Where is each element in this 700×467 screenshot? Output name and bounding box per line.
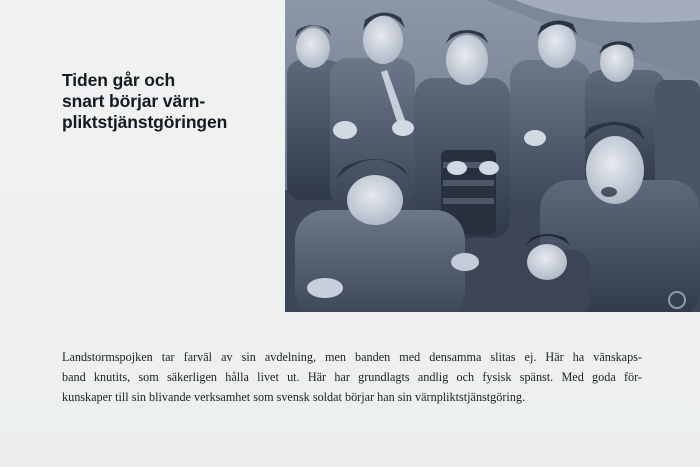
- caption-line: band knutits, som säkerligen hålla livet ut. Här har grundlagts andlig och fysisk spänst. Med goda för-: [62, 370, 642, 384]
- headline-line: snart börjar värn-: [62, 91, 206, 111]
- soldiers-photo: [285, 0, 700, 312]
- headline: [62, 70, 277, 133]
- caption-line: kunskaper till sin blivande verksamhet som svensk soldat börjar han sin värnpliktstjänstgöring.: [62, 390, 526, 404]
- headline-line: pliktstjänstgöringen: [62, 112, 228, 132]
- caption-line: Landstormspojken tar farväl av sin avdelning, men banden med densamma slitas ej. Här ha vänskaps-: [62, 350, 642, 364]
- photo-caption: [62, 347, 642, 407]
- headline-line: Tiden går och: [62, 70, 176, 90]
